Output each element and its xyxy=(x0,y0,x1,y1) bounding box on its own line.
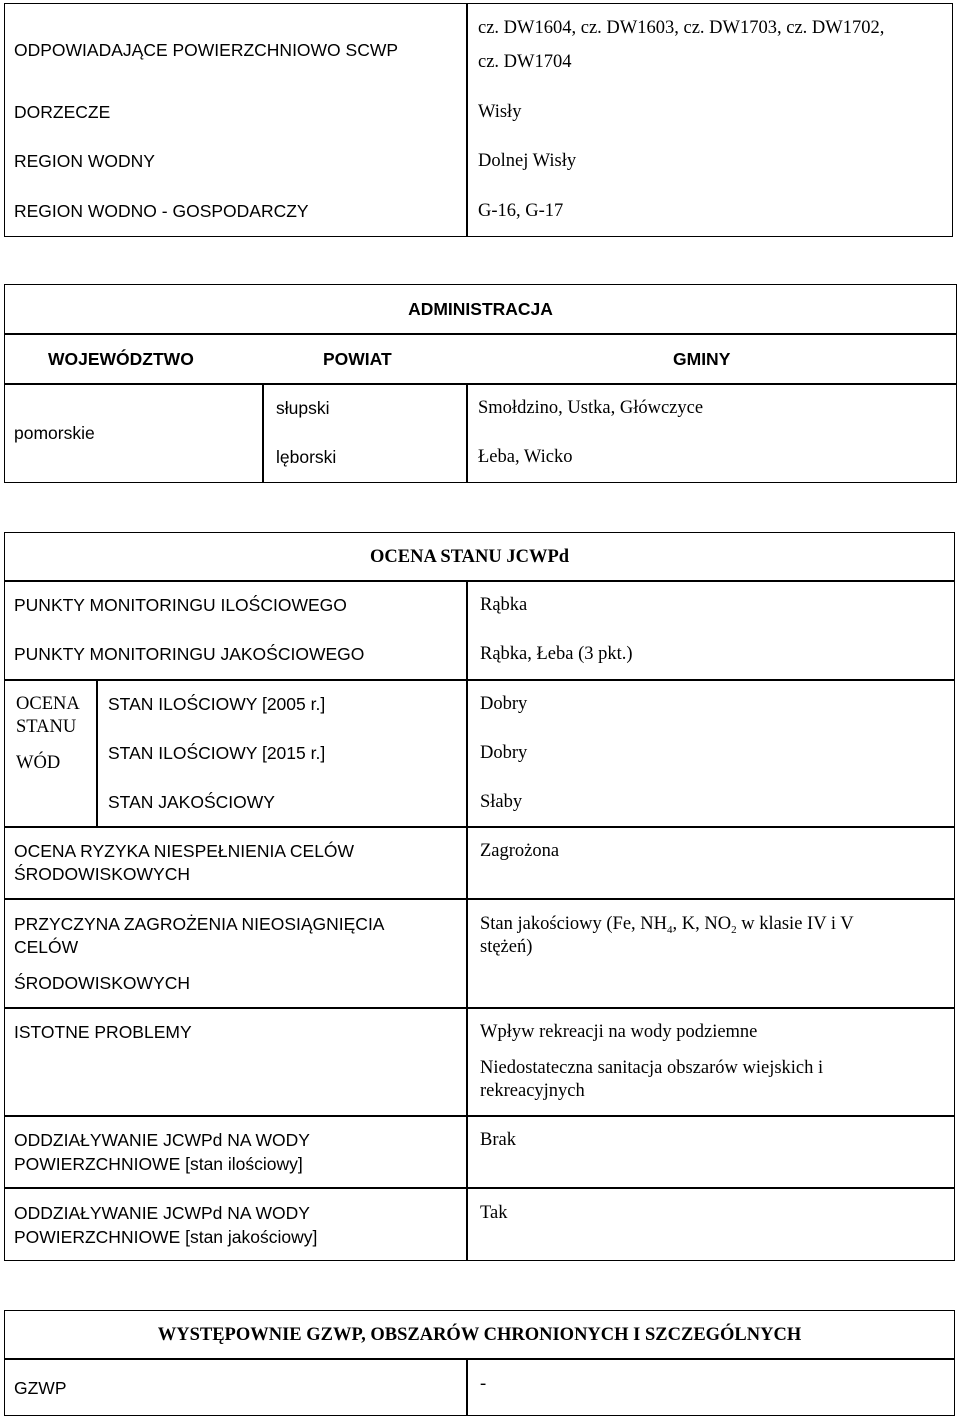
monitoring-jakosciowy-label: PUNKTY MONITORINGU JAKOŚCIOWEGO xyxy=(14,644,365,664)
gzwp-label: GZWP xyxy=(14,1378,67,1398)
gminy-leborski: Łeba, Wicko xyxy=(478,447,573,467)
ryzyko-label-line2: ŚRODOWISKOWYCH xyxy=(14,864,190,884)
wystepowanie-title-divider xyxy=(4,1358,955,1360)
monitoring-ilosciowy-value: Rąbka xyxy=(480,595,528,615)
przyczyna-label-line3: ŚRODOWISKOWYCH xyxy=(14,973,190,993)
przyczyna-label-line2: CELÓW xyxy=(14,937,79,957)
gzwp-value: - xyxy=(480,1374,487,1394)
oddz-ilosciowy-value: Brak xyxy=(480,1130,516,1150)
region-wodno-gospodarczy-label: REGION WODNO - GOSPODARCZY xyxy=(14,201,309,221)
administracja-title-divider xyxy=(4,333,957,335)
przyczyna-value-part-c: w klasie IV i V xyxy=(736,914,854,934)
przyczyna-value-part-a: Stan jakościowy (Fe, NH xyxy=(480,914,668,934)
powiat-leborski: lęborski xyxy=(276,447,337,467)
ocena-przyczyna-divider xyxy=(4,1007,955,1009)
region-wodno-gospodarczy-value: G-16, G-17 xyxy=(478,201,564,221)
oddz-ilosciowy-label-line2: POWIERZCHNIOWE [stan ilościowy] xyxy=(14,1154,303,1174)
gminy-slupski: Smołdzino, Ustka, Główczyce xyxy=(478,398,704,418)
dorzecze-value: Wisły xyxy=(478,102,522,122)
przyczyna-value-sub-1: 4 xyxy=(667,924,673,936)
region-wodny-label: REGION WODNY xyxy=(14,151,155,171)
ryzyko-value: Zagrożona xyxy=(480,841,560,861)
ocena-oddz-divider xyxy=(4,1187,955,1189)
oddz-ilosciowy-label-line1: ODDZIAŁYWANIE JCWPd NA WODY xyxy=(14,1130,310,1150)
powiat-slupski: słupski xyxy=(276,398,330,418)
wystepowanie-title: WYSTĘPOWNIE GZWP, OBSZARÓW CHRONIONYCH I SZCZEGÓLNYCH xyxy=(157,1325,802,1345)
przyczyna-value-sub-2: 2 xyxy=(731,924,737,936)
col-wojewodztwo: WOJEWÓDZTWO xyxy=(48,349,194,369)
ocena-title: OCENA STANU JCWPd xyxy=(370,547,570,567)
scwp-value-line2: cz. DW1704 xyxy=(478,52,572,72)
ocena-title-divider xyxy=(4,580,955,582)
administracja-title: ADMINISTRACJA xyxy=(408,299,553,319)
administracja-header-divider xyxy=(4,383,957,385)
stan-jakosciowy-value: Słaby xyxy=(480,792,523,812)
stan-ilosciowy-2015-value: Dobry xyxy=(480,743,528,763)
przyczyna-value-line2: stężeń) xyxy=(480,937,533,957)
scwp-value-line1: cz. DW1604, cz. DW1603, cz. DW1703, cz. DW1702, xyxy=(478,18,885,38)
ocena-problemy-divider xyxy=(4,1115,955,1117)
oddz-jakosciowy-label-line1: ODDZIAŁYWANIE JCWPd NA WODY xyxy=(14,1203,310,1223)
region-table-divider xyxy=(466,3,468,237)
stan-jakosciowy-label: STAN JAKOŚCIOWY xyxy=(108,792,275,812)
monitoring-jakosciowy-value: Rąbka, Łeba (3 pkt.) xyxy=(480,644,633,664)
administracja-col-divider-2 xyxy=(466,383,468,483)
stan-ilosciowy-2005-label: STAN ILOŚCIOWY [2005 r.] xyxy=(108,694,326,714)
dorzecze-label: DORZECZE xyxy=(14,102,111,122)
wojewodztwo-value: pomorskie xyxy=(14,423,95,443)
region-wodny-value: Dolnej Wisły xyxy=(478,151,577,171)
ocena-main-divider xyxy=(466,580,468,1261)
problemy-value-2-line1: Niedostateczna sanitacja obszarów wiejskich i xyxy=(480,1058,824,1078)
ocena-stanu-line1: OCENA xyxy=(16,694,80,714)
problemy-value-2-line2: rekreacyjnych xyxy=(480,1081,585,1101)
przyczyna-value xyxy=(480,912,854,936)
ocena-stanu-inner-divider xyxy=(96,679,98,826)
administracja-col-divider-1 xyxy=(262,383,264,483)
problemy-value-1: Wpływ rekreacji na wody podziemne xyxy=(480,1022,758,1042)
ocena-stan-divider-top xyxy=(4,679,955,681)
wystepowanie-divider xyxy=(466,1358,468,1416)
stan-ilosciowy-2005-value: Dobry xyxy=(480,694,528,714)
col-powiat: POWIAT xyxy=(323,349,392,369)
ryzyko-label-line1: OCENA RYZYKA NIESPEŁNIENIA CELÓW xyxy=(14,841,355,861)
stan-ilosciowy-2015-label: STAN ILOŚCIOWY [2015 r.] xyxy=(108,743,326,763)
scwp-label: ODPOWIADAJĄCE POWIERZCHNIOWO SCWP xyxy=(14,40,399,60)
monitoring-ilosciowy-label: PUNKTY MONITORINGU ILOŚCIOWEGO xyxy=(14,595,347,615)
problemy-label: ISTOTNE PROBLEMY xyxy=(14,1022,192,1042)
ocena-ryzyko-divider xyxy=(4,898,955,900)
oddz-jakosciowy-label-line2: POWIERZCHNIOWE [stan jakościowy] xyxy=(14,1227,318,1247)
oddz-jakosciowy-value: Tak xyxy=(480,1203,508,1223)
col-gminy: GMINY xyxy=(673,349,731,369)
przyczyna-value-part-b: , K, NO xyxy=(672,914,732,934)
ocena-stanu-line2: STANU xyxy=(16,717,77,737)
przyczyna-label-line1: PRZYCZYNA ZAGROŻENIA NIEOSIĄGNIĘCIA xyxy=(14,914,385,934)
ocena-stan-divider-bottom xyxy=(4,826,955,828)
ocena-stanu-line3: WÓD xyxy=(16,753,61,773)
